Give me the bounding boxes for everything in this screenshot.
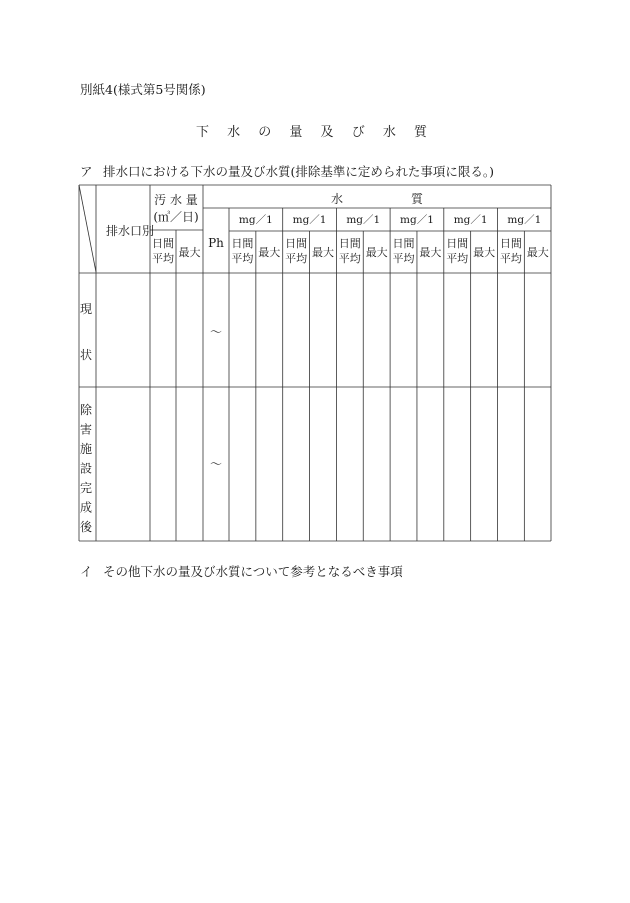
row-label-after xyxy=(80,403,93,534)
section-a-marker: ア xyxy=(80,164,93,179)
daily-avg-label-line2: 平均 xyxy=(392,252,415,265)
ph-range-current: 〜 xyxy=(209,325,223,339)
outlet-header: 排水口別 xyxy=(106,224,155,238)
flow-header-line1: 汚 水 量 xyxy=(154,193,198,207)
daily-avg-label-line2: 平均 xyxy=(446,252,469,265)
quality-header-right: 質 xyxy=(410,192,424,206)
max-label: 最大 xyxy=(258,246,281,259)
quality-unit-label: mg／1 xyxy=(346,214,381,226)
row-label-after-char: 施 xyxy=(79,442,93,456)
section-a-text: 排水口における下水の量及び水質(排除基準に定められた事項に限る。) xyxy=(103,164,495,179)
flow-daily-avg-line1: 日間 xyxy=(152,237,174,250)
ph-range-after: 〜 xyxy=(209,457,223,471)
max-label: 最大 xyxy=(312,246,334,259)
daily-avg-label-line2: 平均 xyxy=(231,252,254,265)
daily-avg-label-line1: 日間 xyxy=(499,237,522,250)
page-title: 下 水 の 量 及 び 水 質 xyxy=(196,125,434,140)
daily-avg-label-line2: 平均 xyxy=(338,252,361,265)
daily-avg-label-line1: 日間 xyxy=(285,237,308,250)
form-reference: 別紙4(様式第5号関係) xyxy=(80,82,206,97)
quality-header-left: 水 xyxy=(330,192,344,206)
daily-avg-label-line1: 日間 xyxy=(446,237,469,250)
flow-header-line2: (㎥／日) xyxy=(153,210,199,224)
corner-diagonal xyxy=(79,185,96,272)
row-label-after-char: 害 xyxy=(79,422,93,437)
flow-max-label: 最大 xyxy=(178,246,201,259)
max-label: 最大 xyxy=(419,246,442,259)
ph-header: Ph xyxy=(208,236,224,250)
daily-avg-label-line2: 平均 xyxy=(285,252,308,265)
max-label: 最大 xyxy=(526,246,549,259)
daily-avg-label-line1: 日間 xyxy=(231,237,254,250)
max-label: 最大 xyxy=(473,246,496,259)
daily-avg-label-line1: 日間 xyxy=(392,237,415,250)
section-b-heading xyxy=(80,562,403,580)
quality-unit-label: mg／1 xyxy=(400,214,434,226)
row-label-after-char: 成 xyxy=(79,500,93,515)
daily-avg-label-line2: 平均 xyxy=(499,252,522,265)
row-label-after-char: 除 xyxy=(79,403,93,417)
table-grid xyxy=(79,185,551,541)
quality-unit-label: mg／1 xyxy=(238,214,273,226)
quality-unit-label: mg／1 xyxy=(507,214,542,226)
max-label: 最大 xyxy=(365,246,388,259)
row-label-after-char: 設 xyxy=(79,461,93,476)
quality-unit-label: mg／1 xyxy=(292,214,327,226)
row-label-current-1: 現 xyxy=(79,302,93,316)
flow-daily-avg-line2: 平均 xyxy=(152,252,174,265)
quality-unit-label: mg／1 xyxy=(453,214,488,226)
row-label-after-char: 完 xyxy=(79,481,93,495)
section-b-marker: イ xyxy=(80,564,93,579)
row-label-current-2: 状 xyxy=(79,348,93,362)
row-label-after-char: 後 xyxy=(79,520,93,534)
daily-avg-label-line1: 日間 xyxy=(338,237,361,250)
section-b-text: その他下水の量及び水質について参考となるべき事項 xyxy=(103,564,403,579)
